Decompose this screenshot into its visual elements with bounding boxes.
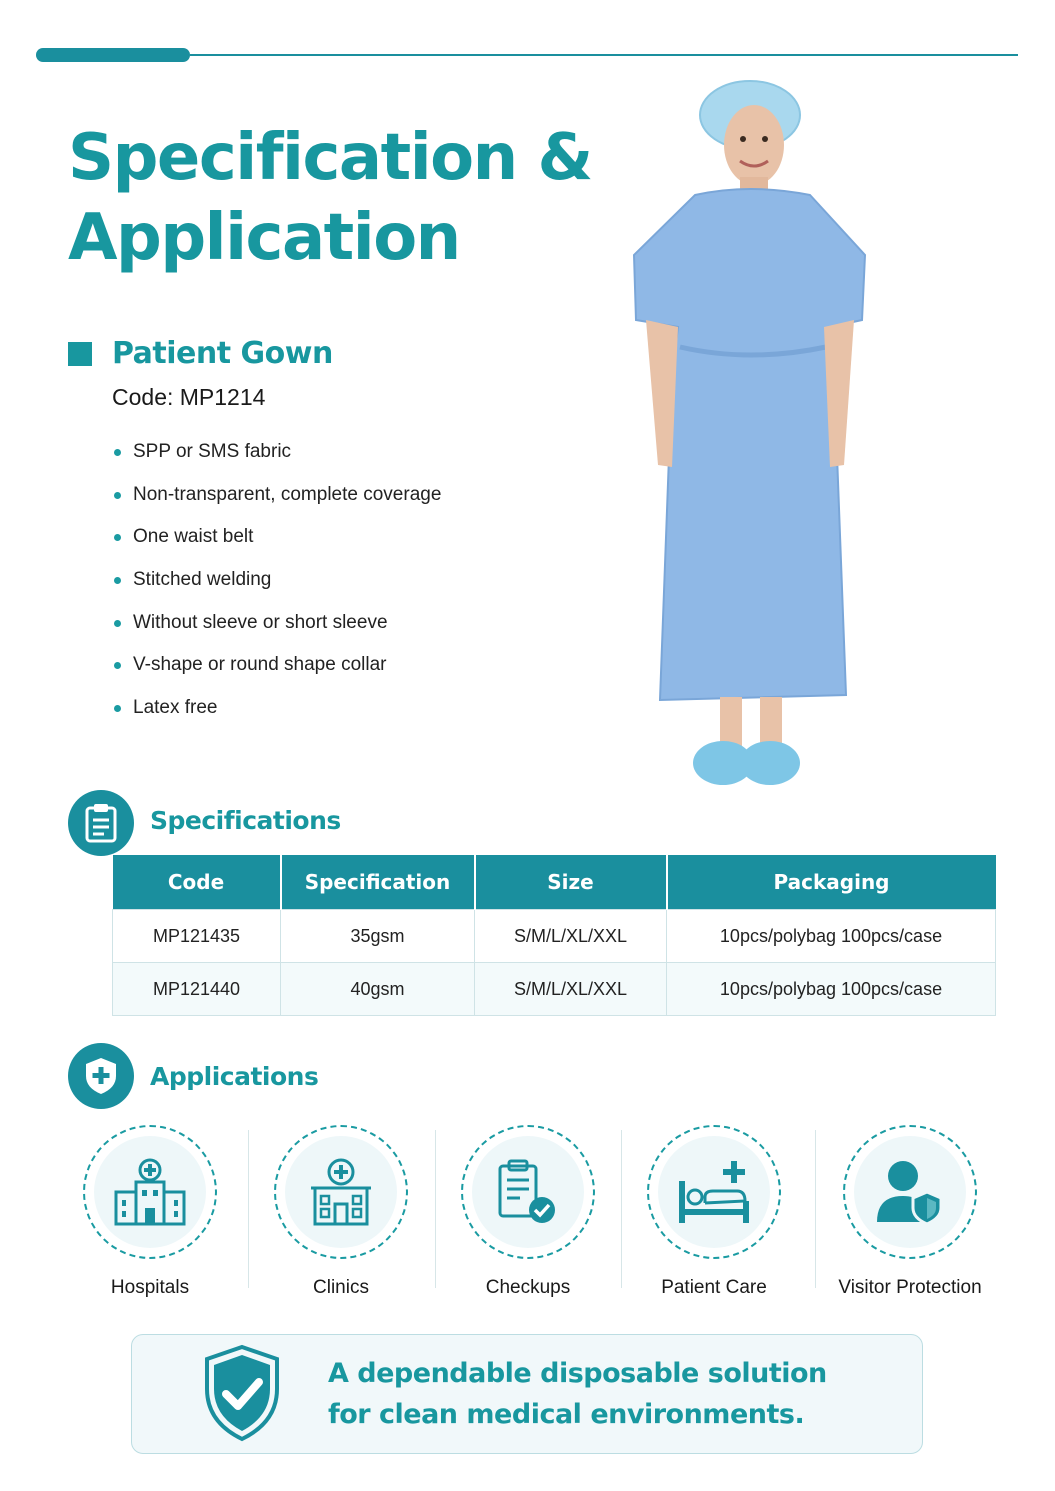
table-cell: 10pcs/polybag 100pcs/case: [667, 963, 996, 1016]
banner-line1: A dependable disposable solution: [328, 1358, 827, 1389]
bullet-dot: [114, 534, 121, 541]
patient-gown-model-image: [620, 75, 880, 805]
feature-item: Latex free: [112, 692, 441, 735]
shield-plus-icon: [83, 1056, 119, 1096]
hospital-bed-icon: [675, 1159, 753, 1225]
table-cell: S/M/L/XL/XXL: [475, 963, 667, 1016]
page-title-line2: Application: [68, 201, 460, 275]
table-cell: S/M/L/XL/XXL: [475, 910, 667, 963]
shield-check-icon: [204, 1344, 280, 1442]
bullet-dot: [114, 620, 121, 627]
table-cell: 10pcs/polybag 100pcs/case: [667, 910, 996, 963]
feature-item: Non-transparent, complete coverage: [112, 479, 441, 522]
applications-section-icon: [68, 1043, 134, 1109]
specifications-title: Specifications: [150, 806, 341, 835]
table-header-row: [113, 855, 996, 910]
table-row: [113, 963, 996, 1016]
bullet-dot: [114, 449, 121, 456]
column-header-size: Size: [475, 855, 667, 910]
feature-item: Stitched welding: [112, 564, 441, 607]
person-shield-icon: [875, 1158, 945, 1226]
clinic-icon: [303, 1158, 379, 1226]
hospital-icon: [112, 1158, 188, 1226]
clipboard-icon: [84, 803, 118, 843]
feature-item: One waist belt: [112, 521, 441, 564]
page-title-line1: Specification &: [68, 121, 592, 195]
application-hospitals: [57, 1125, 243, 1299]
feature-item: Without sleeve or short sleeve: [112, 607, 441, 650]
application-divider: [815, 1130, 816, 1288]
bullet-dot: [114, 705, 121, 712]
table-row: [113, 910, 996, 963]
clipboard-check-icon: [496, 1158, 560, 1226]
table-cell: 35gsm: [281, 910, 475, 963]
specifications-table: [112, 855, 996, 1016]
column-header-specification: Specification: [281, 855, 475, 910]
banner-message: [328, 1353, 827, 1435]
header-accent-bar: [36, 48, 190, 62]
feature-list: [112, 436, 441, 735]
application-label: Visitor Protection: [838, 1277, 982, 1298]
table-cell: MP121440: [113, 963, 281, 1016]
table-cell: 40gsm: [281, 963, 475, 1016]
column-header-code: Code: [113, 855, 281, 910]
application-label: Hospitals: [110, 1277, 190, 1298]
application-visitor-protection: [817, 1125, 1003, 1299]
feature-item: SPP or SMS fabric: [112, 436, 441, 479]
application-label: Clinics: [313, 1277, 369, 1298]
feature-item: V-shape or round shape collar: [112, 649, 441, 692]
bullet-dot: [114, 662, 121, 669]
table-cell: MP121435: [113, 910, 281, 963]
specifications-section-icon: [68, 790, 134, 856]
application-checkups: [435, 1125, 621, 1299]
header-rule: [190, 54, 1018, 56]
application-patient-care: [621, 1125, 807, 1299]
product-name: Patient Gown: [112, 336, 333, 371]
applications-title: Applications: [150, 1062, 319, 1091]
product-code: Code: MP1214: [112, 384, 266, 410]
application-label: Checkups: [485, 1277, 571, 1298]
application-label: Patient Care: [661, 1277, 767, 1298]
page-title: [68, 118, 628, 278]
application-clinics: [248, 1125, 434, 1299]
banner-line2: for clean medical environments.: [328, 1399, 805, 1430]
bullet-dot: [114, 492, 121, 499]
product-bullet-square: [68, 342, 92, 366]
column-header-packaging: Packaging: [667, 855, 996, 910]
bullet-dot: [114, 577, 121, 584]
